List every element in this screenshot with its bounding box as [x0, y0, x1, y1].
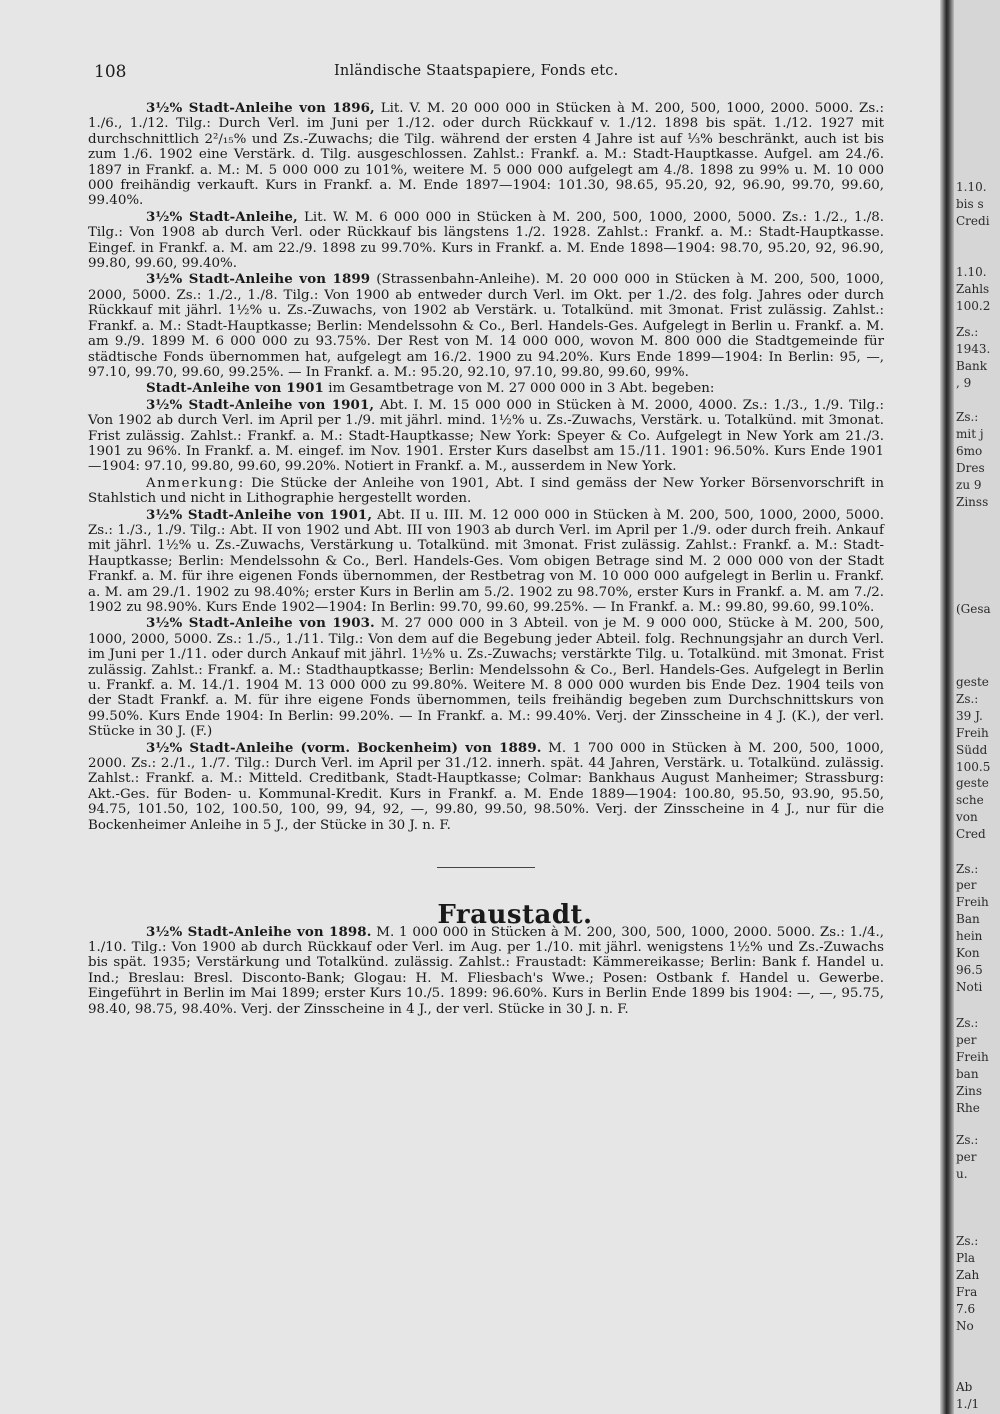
note-label: Anmerkung:	[146, 475, 245, 491]
adjacent-page-fragment: Ban	[956, 912, 980, 926]
adjacent-page-fragment: Rhe	[956, 1101, 980, 1115]
adjacent-page-fragment: Freih	[956, 895, 989, 909]
adjacent-page-fragment: 1.10.	[956, 265, 987, 279]
bond-entry	[88, 398, 884, 475]
entry-text: Abt. II u. III. M. 12 000 000 in Stücken à M. 200, 500, 1000, 2000, 5000. Zs.: 1./3., 1./9. Tilg.: Abt. II von 1902 und Abt. III von 1903 ab durch Verl. im April per 1./9. oder durch freih. Ankauf mit jährl. 1½% u. Zs.-Zuwachs, Verstärkung u. Totalkünd. mit 3monat. Frist zulässig. Zahlst.: Frankf. a. M.: Stadt-Hauptkasse; Berlin: Mendelssohn & Co., Berl. Handels-Ges. Vom obigen Betrage sind M. 2 000 000 von der Stadt Frankf. a. M. für ihre eigenen Fonds übernommen, der Restbetrag von M. 10 000 000 aufgelegt in Berlin u. Frankf. a. M. am 29./1. 1902 zu 98.40%; erster Kurs in Berlin am 5./2. 1902 zu 98.70%, erster Kurs in Frankf. a. M. am 7./2. 1902 zu 98.90%. Kurs Ende 1902—1904: In Berlin: 99.70, 99.60, 99.25%. — In Frankf. a. M.: 99.80, 99.60, 99.10%.	[88, 507, 884, 615]
bond-entry	[88, 741, 884, 833]
adjacent-page-fragment: Ab	[956, 1380, 973, 1394]
adjacent-page-fragment: 1./1	[956, 1397, 980, 1411]
adjacent-page-fragment: 1943.	[956, 342, 991, 356]
bond-entry	[88, 925, 884, 1017]
adjacent-page-fragment: Südd	[956, 743, 988, 757]
adjacent-page	[954, 0, 1000, 1414]
bond-entry	[88, 101, 884, 209]
adjacent-page-fragment: Dres	[956, 461, 985, 475]
bond-entry	[88, 272, 884, 380]
note	[88, 476, 884, 507]
page-content	[88, 101, 884, 1018]
page-header	[94, 62, 890, 86]
adjacent-page-fragment: geste	[956, 776, 989, 790]
adjacent-page-fragment: 1.10.	[956, 180, 987, 194]
page-number: 108	[94, 62, 127, 82]
adjacent-page-fragment: Zs.:	[956, 1016, 979, 1030]
adjacent-page-fragment: Zs.:	[956, 1234, 979, 1248]
bond-entry	[88, 616, 884, 739]
adjacent-page-fragment: Zah	[956, 1268, 980, 1282]
adjacent-page-fragment: per	[956, 1033, 977, 1047]
adjacent-page-fragment: hein	[956, 929, 983, 943]
section-divider	[437, 867, 535, 868]
entry-text: M. 27 000 000 in 3 Abteil. von je M. 9 000 000, Stücke à M. 200, 500, 1000, 2000, 5000. Zs.: 1./5., 1./11. Tilg.: Von dem auf die Begebung jeder Abteil. folg. Rechnungsjahr an durch Verl. im Juni per 1./11. oder durch Ankauf mit jährl. 1½% u. Zs.-Zuwachs; verstärkte Tilg. u. Totalkünd. mit 3monat. Frist zulässig. Zahlst.: Frankf. a. M.: Stadthauptkasse; Berlin: Mendelssohn & Co., Berl. Handels-Ges. Aufgelegt in Berlin u. Frankf. a. M. 14./1. 1904 M. 13 000 000 zu 99.80%. Weitere M. 8 000 000 wurden bis Ende Dez. 1904 teils von der Stadt Frankf. a. M. für ihre eigene Fonds übernommen, teils freihändig begeben zum Durchschnittskurs von 99.50%. Kurs Ende 1904: In Berlin: 99.20%. — In Frankf. a. M.: 99.40%. Verj. der Zinsscheine in 4 J. (K.), der verl. Stücke in 30 J. (F.)	[88, 616, 884, 740]
adjacent-page-fragment: No	[956, 1319, 974, 1333]
note-text: Die Stücke der Anleihe von 1901, Abt. I sind gemäss der New Yorker Börsenvorschrift in Stahlstich und nicht in Lithographie hergestellt worden.	[88, 475, 884, 507]
entry-title: 3½% Stadt-Anleihe,	[146, 208, 298, 225]
adjacent-page-fragment: 39 J.	[956, 709, 983, 723]
adjacent-page-fragment: Zins	[956, 1084, 983, 1098]
running-title: Inländische Staatspapiere, Fonds etc.	[334, 63, 619, 79]
adjacent-page-fragment: Zs.:	[956, 325, 979, 339]
adjacent-page-fragment: Bank	[956, 359, 987, 373]
adjacent-page-fragment: (Gesa	[956, 602, 991, 616]
adjacent-page-fragment: per	[956, 878, 977, 892]
entry-title: 3½% Stadt-Anleihe von 1901,	[146, 396, 375, 413]
entry-text: (Strassenbahn-Anleihe). M. 20 000 000 in Stücken à M. 200, 500, 1000, 2000, 5000. Zs.: 1./2., 1./8. Tilg.: Von 1900 ab entweder durch Verl. im Okt. per 1./2. des folg. Jahres oder durch Rückkauf mit jährl. 1½% u. Zs.-Zuwachs, von 1902 ab Verstärk. u. Totalkünd. mit 3monat. Frist zulässig. Zahlst.: Frankf. a. M.: Stadt-Hauptkasse; Berlin: Mendelssohn & Co., Berl. Handels-Ges. Aufgelegt in Berlin u. Frankf. a. M. am 9./9. 1899 M. 6 000 000 zu 93.75%. Der Rest von M. 14 000 000, wovon M. 800 000 die Stadtgemeinde für städtische Fonds übernommen hat, aufgelegt am 16./2. 1900 zu 94.20%. Kurs Ende 1899—1904: In Berlin: 95, —, 97.10, 99.70, 99.60, 99.25%. — In Frankf. a. M.: 95.20, 92.10, 97.10, 99.80, 99.60, 99%.	[88, 272, 884, 380]
bond-entry	[88, 508, 884, 616]
adjacent-page-fragment: Freih	[956, 726, 989, 740]
adjacent-page-fragment: Kon	[956, 946, 980, 960]
entry-text: Lit. W. M. 6 000 000 in Stücken à M. 200, 500, 1000, 2000, 5000. Zs.: 1./2., 1./8. Tilg.: Von 1908 ab durch Verl. oder Rückkauf bis längstens 1./2. 1928. Zahlst.: Frankf. a. M.: Stadt-Hauptkasse. Eingef. in Frankf. a. M. am 22./9. 1898 zu 99.70%. Kurs in Frankf. a. M. Ende 1898—1904: 98.70, 95.20, 92, 96.90, 99.80, 99.60, 99.40%.	[88, 209, 885, 272]
adjacent-page-fragment: Zs.:	[956, 862, 979, 876]
adjacent-page-fragment: , 9	[956, 376, 972, 390]
adjacent-page-fragment: Freih	[956, 1050, 989, 1064]
adjacent-page-fragment: Cred	[956, 827, 986, 841]
entry-text: Lit. V. M. 20 000 000 in Stücken à M. 200, 500, 1000, 2000. 5000. Zs.: 1./6., 1./12. Tilg.: Durch Verl. im Juni per 1./12. oder durch Rückkauf v. 1./12. 1898 bis spät. 1./12. 1927 mit durchschnittlich 2²/₁₅% und Zs.-Zuwachs; die Tilg. während der ersten 4 Jahre ist auf ⅓% beschränkt, auch ist bis zum 1./6. 1902 eine Verstärk. d. Tilg. ausgeschlossen. Zahlst.: Frankf. a. M.: Stadt-Hauptkasse. Aufgel. am 24./6. 1897 in Frankf. a. M.: M. 5 000 000 zu 101%, weitere M. 5 000 000 aufgelegt am 4./8. 1898 zu 99% u. M. 10 000 000 freihändig verkauft. Kurs in Frankf. a. M. Ende 1897—1904: 101.30, 98.65, 95.20, 92, 96.90, 99.70, 99.60, 99.40%.	[88, 101, 884, 209]
bond-entry	[88, 210, 884, 272]
entry-title: Stadt-Anleihe von 1901	[146, 380, 324, 397]
adjacent-page-fragment: Zs.:	[956, 410, 979, 424]
adjacent-page-fragment: ban	[956, 1067, 979, 1081]
adjacent-page-fragment: von	[956, 810, 978, 824]
adjacent-page-fragment: 6mo	[956, 444, 983, 458]
entry-text: im Gesamtbetrage von M. 27 000 000 in 3 Abt. begeben:	[323, 381, 715, 397]
entry-text: Abt. I. M. 15 000 000 in Stücken à M. 2000, 4000. Zs.: 1./3., 1./9. Tilg.: Von 1902 ab durch Verl. im April per 1./9. mit jährl. mind. 1½% u. Zs.-Zuwachs, Verstärk. u. Totalkünd. mit 3monat. Frist zulässig. Zahlst.: Frankf. a. M.: Stadt-Hauptkasse; New York: Speyer & Co. Aufgelegt in New York am 21./3. 1901 zu 96%. In Frankf. a. M. eingef. im Nov. 1901. Erster Kurs daselbst am 15./11. 1901: 96.50%. Kurs Ende 1901—1904: 97.10, 99.80, 99.60, 99.20%. Notiert in Frankf. a. M., ausserdem in New York.	[88, 397, 884, 475]
adjacent-page-fragment: Zs.:	[956, 692, 979, 706]
section-title: Fraustadt.	[437, 900, 593, 931]
entry-title: 3½% Stadt-Anleihe von 1901,	[146, 506, 373, 523]
entry-title: 3½% Stadt-Anleihe von 1899	[146, 271, 371, 288]
adjacent-page-fragment: zu 9	[956, 478, 982, 492]
adjacent-page-fragment: 100.2	[956, 299, 991, 313]
adjacent-page-fragment: Pla	[956, 1251, 976, 1265]
adjacent-page-fragment: Zs.:	[956, 1133, 979, 1147]
adjacent-page-fragment: Fra	[956, 1285, 978, 1299]
entry-title: 3½% Stadt-Anleihe von 1898.	[146, 923, 372, 940]
adjacent-page-fragment: 100.5	[956, 760, 991, 774]
entry-title: 3½% Stadt-Anleihe von 1903.	[146, 615, 375, 632]
adjacent-page-fragment: 96.5	[956, 963, 983, 977]
adjacent-page-fragment: Zahls	[956, 282, 990, 296]
entry-title: 3½% Stadt-Anleihe von 1896,	[146, 100, 375, 116]
entry-title: 3½% Stadt-Anleihe (vorm. Bockenheim) von 1889.	[146, 739, 542, 756]
entry-text: M. 1 000 000 in Stücken à M. 200, 300, 500, 1000, 2000. 5000. Zs.: 1./4., 1./10. Tilg.: Von 1900 ab durch Rückkauf oder Verl. im Aug. per 1./10. mit jährl. wenigstens 1½% und Zs.-Zuwachs bis spät. 1935; Verstärkung und Totalkünd. zulässig. Zahlst.: Fraustadt: Kämmereikasse; Berlin: Bank f. Handel u. Ind.; Breslau: Bresl. Disconto-Bank; Glogau: H. M. Fliesbach's Wwe.; Posen: Ostbank f. Handel u. Gewerbe. Eingeführt in Berlin im Mai 1899; erster Kurs 10./5. 1899: 96.60%. Kurs in Berlin Ende 1899 bis 1904: —, —, 95.75, 98.40, 98.75, 98.40%. Verj. der Zinsscheine in 4 J., der verl. Stücke in 30 J. n. F.	[88, 924, 884, 1017]
adjacent-page-fragment: mit j	[956, 427, 984, 441]
adjacent-page-fragment: geste	[956, 675, 989, 689]
adjacent-page-fragment: 7.6	[956, 1302, 976, 1316]
adjacent-page-fragment: u.	[956, 1167, 968, 1181]
bond-entry	[88, 381, 884, 396]
adjacent-page-fragment: Zinss	[956, 495, 989, 509]
adjacent-page-fragment: per	[956, 1150, 977, 1164]
book-gutter	[940, 0, 954, 1414]
adjacent-page-fragment: sche	[956, 793, 984, 807]
adjacent-page-fragment: bis s	[956, 197, 984, 211]
adjacent-page-fragment: Credi	[956, 214, 990, 228]
entry-text: M. 1 700 000 in Stücken à M. 200, 500, 1000, 2000. Zs.: 2./1., 1./7. Tilg.: Durch Verl. im April per 31./12. innerh. spät. 44 Jahren, Verstärk. u. Totalkünd. zulässig. Zahlst.: Frankf. a. M.: Mitteld. Creditbank, Stadt-Hauptkasse; Colmar: Bankhaus August Manheimer; Strassburg: Akt.-Ges. für Boden- u. Kommunal-Kredit. Kurs in Frankf. a. M. Ende 1889—1904: 100.80, 95.50, 93.90, 95.50, 94.75, 101.50, 102, 100.50, 100, 99, 94, 92, —, 99.80, 99.50, 98.50%. Verj. der Zinsscheine in 4 J., nur für die Bockenheimer Anleihe in 5 J., der Stücke in 30 J. n. F.	[88, 740, 884, 833]
adjacent-page-fragment: Noti	[956, 980, 983, 994]
